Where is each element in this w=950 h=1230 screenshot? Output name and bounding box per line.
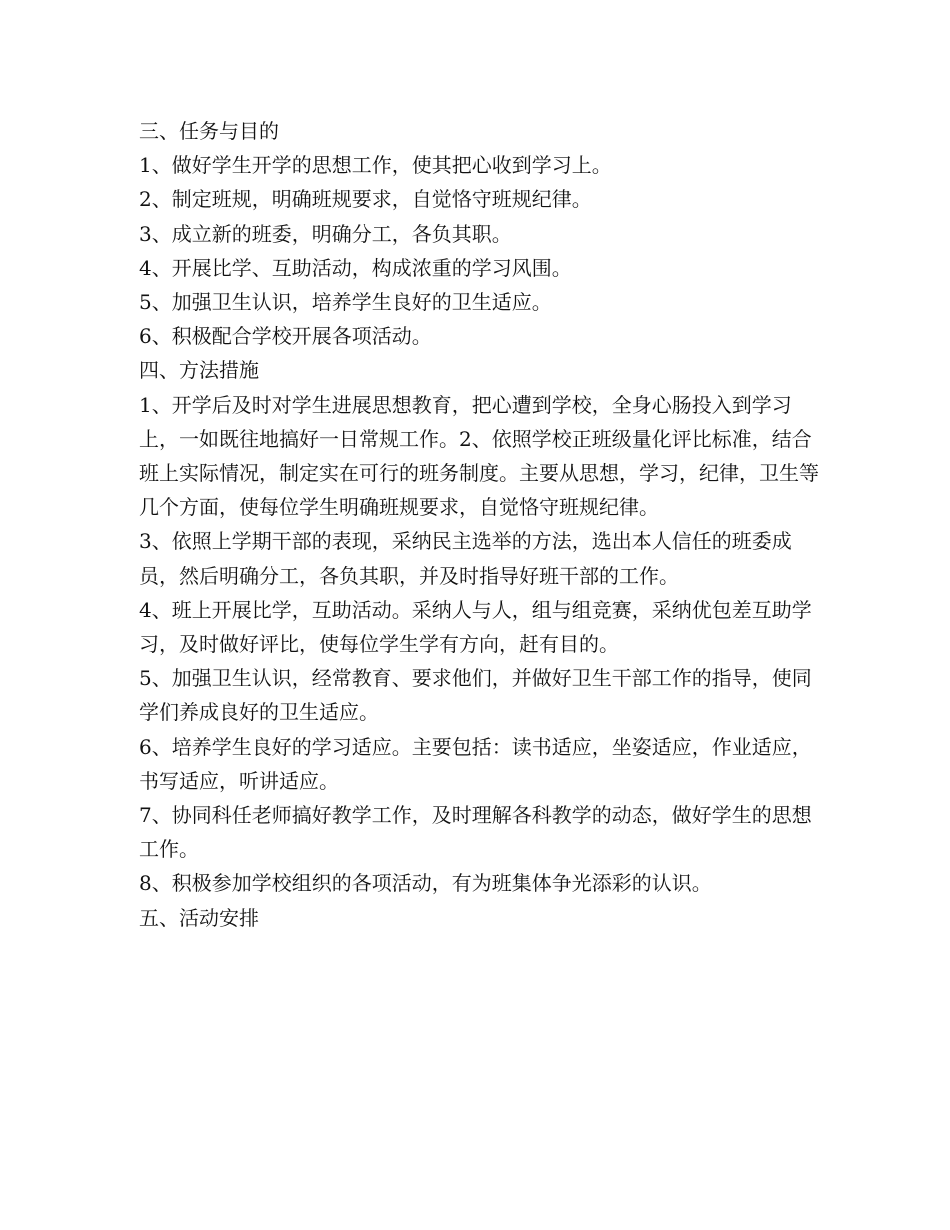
section-heading-tasks: 三、任务与目的 xyxy=(139,119,279,143)
task-item-2: 2、制定班规，明确班规要求，自觉恪守班规纪律。 xyxy=(139,187,592,212)
task-item-5: 5、加强卫生认识，培养学生良好的卫生适应。 xyxy=(139,290,552,315)
method-item-1-2: 1、开学后及时对学生进展思想教育，把心遭到学校，全身心肠投入到学习上，一如既往地搞好一日常规工作。2、依照学校正班级量化评比标准，结合班上实际情况，制定实在可行的班务制度。主要从思想，学习，纪律，卫生等几个方面，使每位学生明确班规要求，自觉恪守班规纪律。 xyxy=(139,392,819,520)
task-item-6: 6、积极配合学校开展各项活动。 xyxy=(139,324,432,349)
method-item-7: 7、协同科任老师搞好教学工作，及时理解各科教学的动态，做好学生的思想工作。 xyxy=(139,803,812,862)
method-item-3: 3、依照上学期干部的表现，采纳民主选举的方法，选出本人信任的班委成员，然后明确分工，各负其职，并及时指导好班干部的工作。 xyxy=(139,529,792,588)
method-item-4: 4、班上开展比学，互助活动。采纳人与人，组与组竞赛，采纳优包差互助学习，及时做好评比，使每位学生学有方向，赶有目的。 xyxy=(139,597,812,657)
task-item-3: 3、成立新的班委，明确分工，各负其职。 xyxy=(139,221,512,246)
task-item-1: 1、做好学生开学的思想工作，使其把心收到学习上。 xyxy=(139,153,612,178)
method-item-8: 8、积极参加学校组织的各项活动，有为班集体争光添彩的认识。 xyxy=(139,871,712,896)
document-body xyxy=(139,114,831,935)
method-item-5: 5、加强卫生认识，经常教育、要求他们，并做好卫生干部工作的指导，使同学们养成良好的卫生适应。 xyxy=(139,666,812,725)
section-heading-activities: 五、活动安排 xyxy=(139,905,259,930)
method-item-6: 6、培养学生良好的学习适应。主要包括：读书适应，坐姿适应，作业适应，书写适应，听讲适应。 xyxy=(139,734,812,793)
section-heading-methods: 四、方法措施 xyxy=(139,358,259,383)
task-item-4: 4、开展比学、互助活动，构成浓重的学习风围。 xyxy=(139,255,572,280)
